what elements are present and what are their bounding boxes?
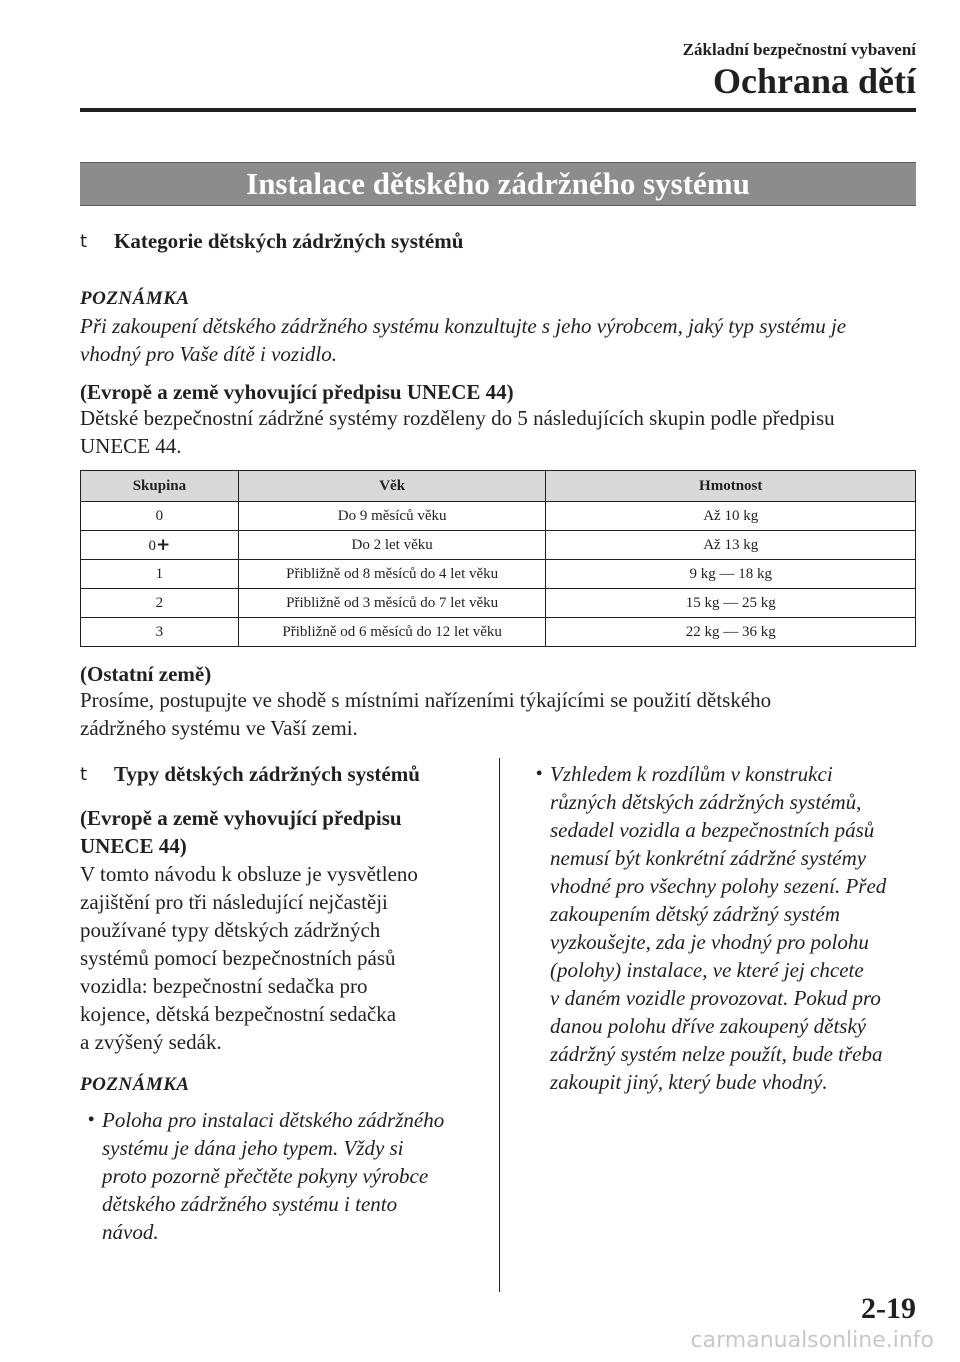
types-note-line: dětského zádržného systému i tento xyxy=(102,1192,398,1216)
right-note-line: v daném vozidle provozovat. Pokud pro xyxy=(550,986,881,1010)
other-heading: (Ostatní země) xyxy=(80,662,212,686)
categories-heading-text: Kategorie dětských zádržných systémů xyxy=(114,229,464,253)
types-note-bullet xyxy=(80,1106,480,1246)
watermark: carmanualsonline.info xyxy=(690,1328,934,1353)
right-note-line: danou polohu dříve zakoupený dětský xyxy=(550,1014,867,1038)
page-number: 2-19 xyxy=(861,1292,916,1325)
header-group: Skupina xyxy=(81,471,239,502)
topic-banner xyxy=(80,162,916,206)
note-line: vhodný pro Vaše dítě i vozidlo. xyxy=(80,342,338,366)
group-table xyxy=(80,470,916,647)
cell-group: 2 xyxy=(81,589,239,618)
cell-weight: Až 10 kg xyxy=(546,502,916,531)
types-note-line: proto pozorně přečtěte pokyny výrobce xyxy=(102,1164,429,1188)
other-line: Prosíme, postupujte ve shodě s místními nařízeními týkajícími se použití dětského xyxy=(80,688,772,712)
types-note-line: návod. xyxy=(102,1220,159,1244)
header-weight: Hmotnost xyxy=(546,471,916,502)
cell-weight: 9 kg — 18 kg xyxy=(546,560,916,589)
types-europe-heading xyxy=(80,804,480,860)
cell-weight: 15 kg — 25 kg xyxy=(546,589,916,618)
types-body-line: V tomto návodu k obsluze je vysvětleno xyxy=(80,862,418,886)
right-note-line: vhodné pro všechny polohy sezení. Před xyxy=(550,874,887,898)
types-body-line: zajištění pro tři následující nejčastěji xyxy=(80,890,388,914)
cell-weight: 22 kg — 36 kg xyxy=(546,618,916,647)
plus-icon: + xyxy=(156,535,171,555)
cell-age: Do 9 měsíců věku xyxy=(238,502,546,531)
right-note-line: sedadel vozidla a bezpečnostních pásů xyxy=(550,818,875,842)
types-heading xyxy=(80,760,480,788)
bullet-icon: • xyxy=(535,763,543,785)
types-body-line: používané typy dětských zádržných xyxy=(80,918,381,942)
cell-age: Přibližně od 8 měsíců do 4 let věku xyxy=(238,560,546,589)
europe-text xyxy=(80,404,835,460)
europe-line: Dětské bezpečnostní zádržné systémy rozděleny do 5 následujících skupin podle předpisu xyxy=(80,406,835,430)
types-body-line: vozidla: bezpečnostní sedačka pro xyxy=(80,974,368,998)
types-body xyxy=(80,860,480,1056)
other-line: zádržného systému ve Vaší zemi. xyxy=(80,716,358,740)
cell-group xyxy=(81,531,239,560)
section-marker-icon: t xyxy=(80,763,88,785)
table-row xyxy=(81,589,916,618)
section-title: Ochrana dětí xyxy=(713,61,916,101)
right-note-bullet xyxy=(528,760,918,1096)
group-number: 0 xyxy=(148,538,157,554)
types-note-line: Poloha pro instalaci dětského zádržného xyxy=(102,1108,445,1132)
cell-weight: Až 13 kg xyxy=(546,531,916,560)
right-note-text xyxy=(550,760,886,1096)
right-column xyxy=(528,760,918,1096)
note-label: POZNÁMKA xyxy=(80,288,190,309)
right-note-line: (polohy) instalace, ve které jej chcete xyxy=(550,958,864,982)
column-divider xyxy=(499,758,500,1292)
right-note-line: vyzkoušejte, zda je vhodný pro polohu xyxy=(550,930,869,954)
other-text xyxy=(80,686,771,742)
table-row xyxy=(81,560,916,589)
cell-group: 3 xyxy=(81,618,239,647)
europe-heading: (Evropě a země vyhovující předpisu UNECE 44) xyxy=(80,380,514,404)
cell-age: Přibližně od 6 měsíců do 12 let věku xyxy=(238,618,546,647)
table-row xyxy=(81,618,916,647)
right-note-line: Vzhledem k rozdílům v konstrukci xyxy=(550,762,833,786)
types-note-text xyxy=(102,1106,444,1246)
categories-heading xyxy=(80,229,463,254)
types-body-line: systémů pomocí bezpečnostních pásů xyxy=(80,946,396,970)
chapter-title: Základní bezpečnostní vybavení xyxy=(682,40,916,59)
cell-group: 0 xyxy=(81,502,239,531)
section-marker-icon: t xyxy=(80,231,88,252)
europe-line: UNECE 44. xyxy=(80,434,182,458)
cell-age: Do 2 let věku xyxy=(238,531,546,560)
cell-age: Přibližně od 3 měsíců do 7 let věku xyxy=(238,589,546,618)
table-header-row xyxy=(81,471,916,502)
header-rule xyxy=(80,108,916,112)
note-line: Při zakoupení dětského zádržného systému konzultujte s jeho výrobcem, jaký typ systému je xyxy=(80,314,847,338)
right-note-line: zádržný systém nelze použít, bude třeba xyxy=(550,1042,883,1066)
header-age: Věk xyxy=(238,471,546,502)
right-note-line: zakoupit jiný, který bude vhodný. xyxy=(550,1070,828,1094)
table-row xyxy=(81,531,916,560)
types-note-label: POZNÁMKA xyxy=(80,1074,190,1095)
cell-group: 1 xyxy=(81,560,239,589)
left-column xyxy=(80,760,480,1246)
types-europe-line: (Evropě a země vyhovující předpisu xyxy=(80,806,402,830)
types-note-line: systému je dána jeho typem. Vždy si xyxy=(102,1136,404,1160)
bullet-icon: • xyxy=(87,1109,95,1131)
note-text xyxy=(80,312,846,368)
types-body-line: kojence, dětská bezpečnostní sedačka xyxy=(80,1002,397,1026)
types-body-line: a zvýšený sedák. xyxy=(80,1030,222,1054)
right-note-line: zakoupením dětský zádržný systém xyxy=(550,902,840,926)
right-note-line: nemusí být konkrétní zádržné systémy xyxy=(550,846,867,870)
banner-text: Instalace dětského zádržného systému xyxy=(246,166,750,201)
table-row xyxy=(81,502,916,531)
types-europe-line: UNECE 44) xyxy=(80,834,187,858)
types-heading-text: Typy dětských zádržných systémů xyxy=(114,761,420,786)
right-note-line: různých dětských zádržných systémů, xyxy=(550,790,862,814)
